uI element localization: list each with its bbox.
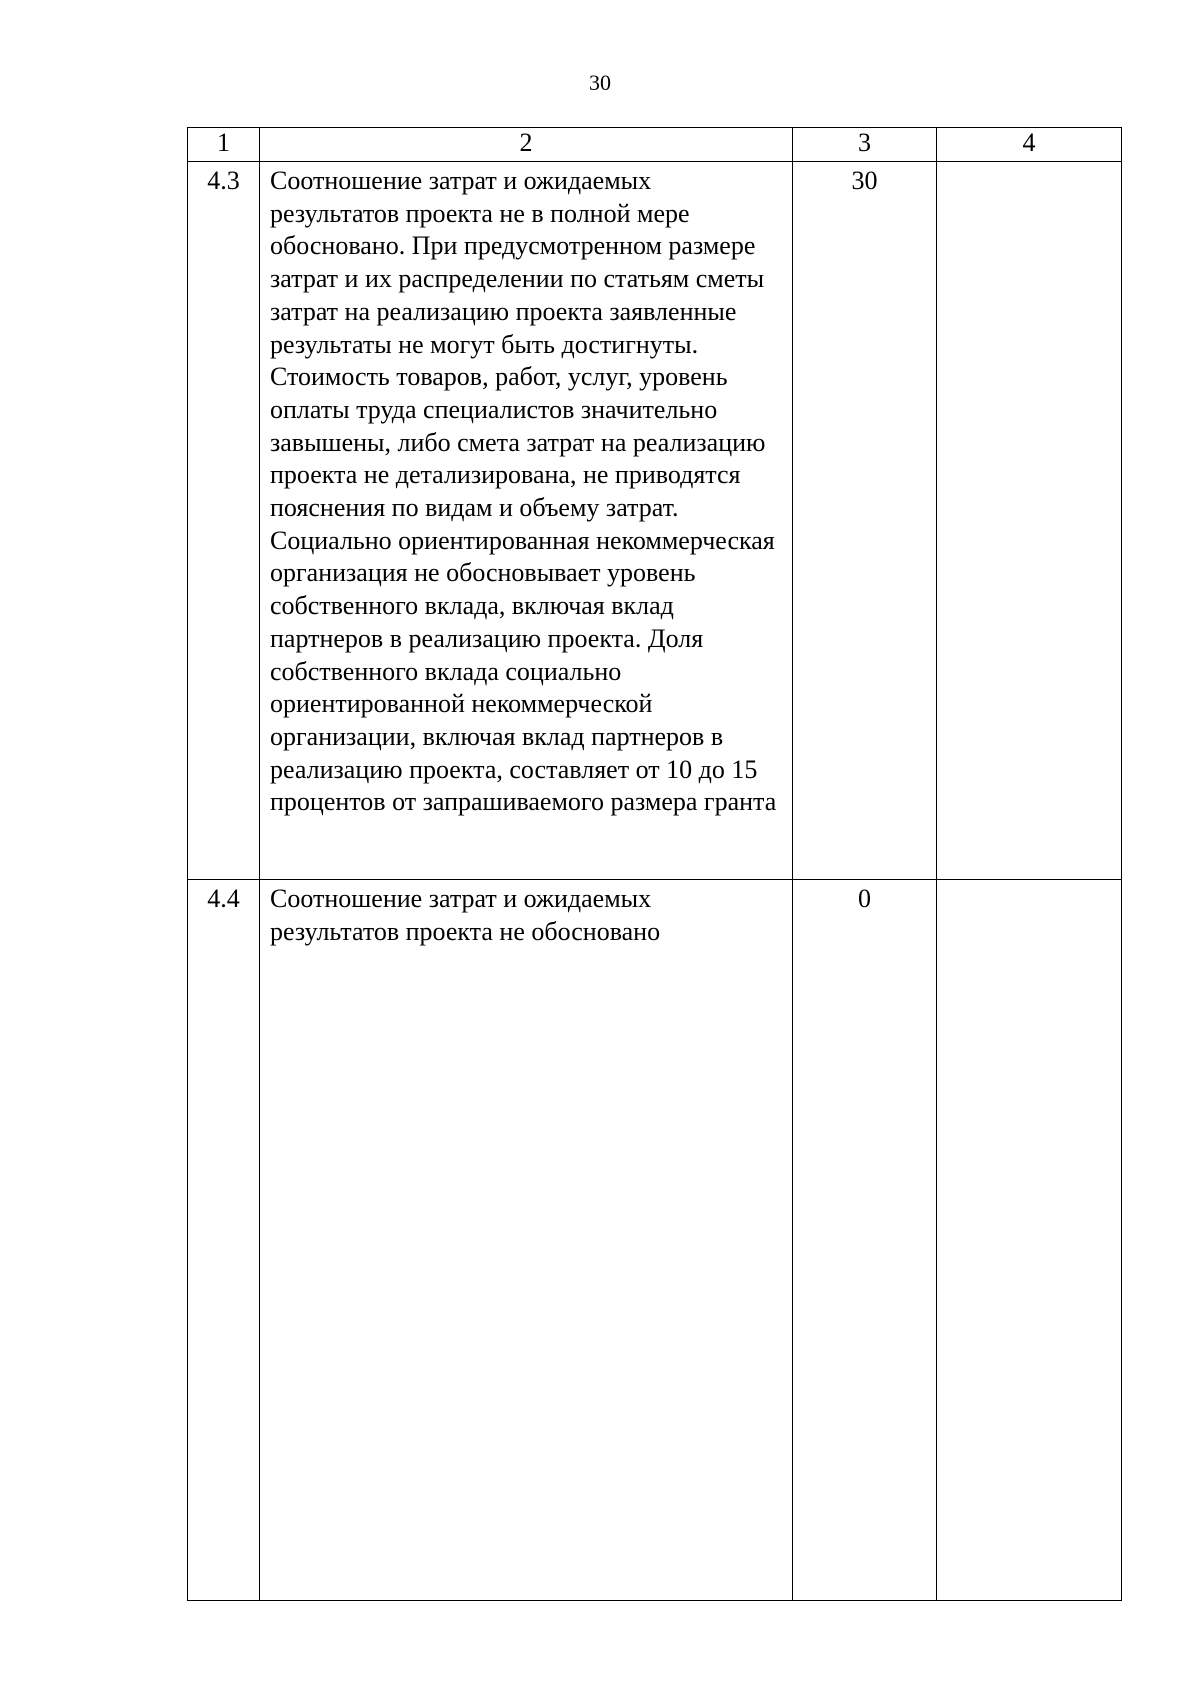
header-cell-1: 1 — [188, 128, 260, 162]
criterion-text-cell: Соотношение затрат и ожидаемых результатов проекта не обосновано — [260, 880, 793, 1601]
criteria-table — [187, 127, 1122, 1601]
empty-cell — [937, 162, 1122, 880]
score-cell: 30 — [793, 162, 937, 880]
header-cell-2: 2 — [260, 128, 793, 162]
header-cell-3: 3 — [793, 128, 937, 162]
table-row — [188, 162, 1122, 880]
row-number-cell: 4.4 — [188, 880, 260, 1601]
table-row — [188, 880, 1122, 1601]
page-number: 30 — [589, 70, 611, 95]
header-cell-4: 4 — [937, 128, 1122, 162]
empty-cell — [937, 880, 1122, 1601]
score-cell: 0 — [793, 880, 937, 1601]
row-number-cell: 4.3 — [188, 162, 260, 880]
table-header-row — [188, 128, 1122, 162]
criterion-text-cell: Соотношение затрат и ожидаемых результатов проекта не в полной мере обосновано. При предусмотренном размере затрат и их распределении по статьям сметы затрат на реализацию проекта заявленные результаты не могут быть достигнуты. Стоимость товаров, работ, услуг, уровень оплаты труда специалистов значительно завышены, либо смета затрат на реализацию проекта не детализирована, не приводятся пояснения по видам и объему затрат. Социально ориентированная некоммерческая организация не обосновывает уровень собственного вклада, включая вклад партнеров в реализацию проекта. Доля собственного вклада социально ориентированной некоммерческой организации, включая вклад партнеров в реализацию проекта, составляет от 10 до 15 процентов от запрашиваемого размера гранта — [260, 162, 793, 880]
